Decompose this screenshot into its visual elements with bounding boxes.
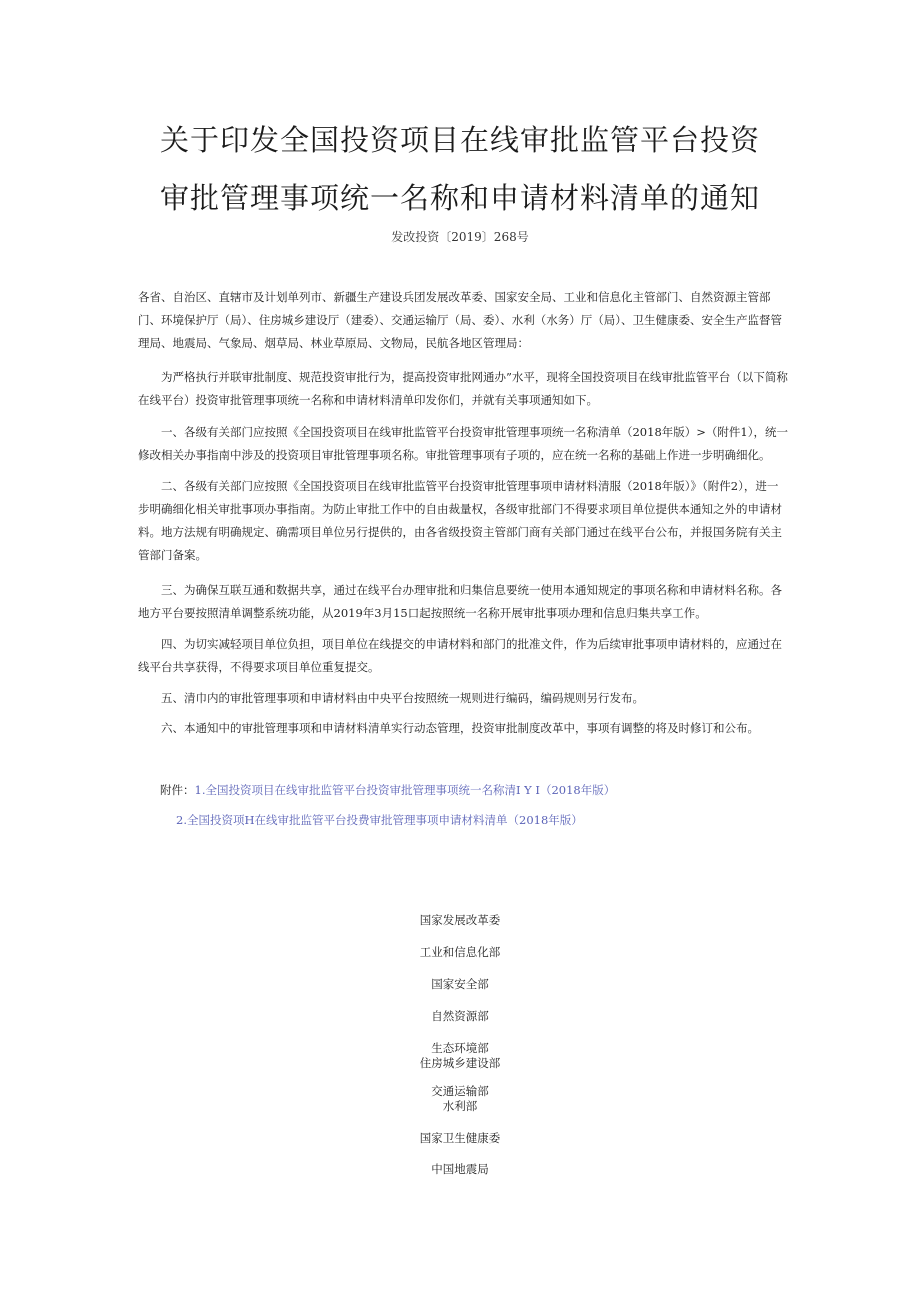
signer-mee: 生态环境部	[431, 1041, 489, 1055]
document-title-line-2: 审批管理事项统一名称和申请材料清单的通知	[159, 181, 760, 215]
signer-mnr: 自然资源部	[431, 1009, 489, 1023]
clause-5	[138, 687, 788, 710]
intro-paragraph	[138, 366, 788, 412]
signer-mohurd: 住房城乡建设部	[419, 1056, 501, 1070]
signer-nhc: 国家卫生健康委	[419, 1131, 501, 1145]
paragraph-text: 六、本通知中的审批管理事项和申请材料清单实行动态管理，投资审批制度改革中，事项有调整的将及时修订和公布。	[161, 721, 759, 735]
paragraph-text: 三、为确保互联互通和数据共享，通过在线平台办理审批和归集信息要统一使用本通知规定的事项名称和申请材料名称。各地方平台要按照清单调整系统功能，从2019年3月15口起按照统一名称开展审批事项办理和信息归集共享工作。	[138, 583, 782, 620]
signer-mwr: 水利部	[442, 1099, 478, 1113]
paragraph-text: 四、为切实减轻项目单位负担，项目单位在线提交的申请材料和部门的批准文件，作为后续审批事项申请材料的，应通过在线平台共享获得，不得要求项目单位重复提交。	[138, 637, 782, 674]
clause-4	[138, 633, 788, 679]
paragraph-text: 五、清巾内的审批管理事项和申请材料由中央平台按照统一规则进行编码，编码规则另行发布。	[161, 691, 644, 705]
attachment-1-link[interactable]: 1.全国投资项目在线审批监管平台投资审批管理事项统一名称清I Y I（2018年版）	[194, 783, 616, 797]
attachments-prefix: 附件：	[160, 783, 195, 797]
attachment-1	[160, 780, 615, 800]
signer-mot: 交通运输部	[431, 1084, 489, 1098]
signer-cea: 中国地震局	[431, 1162, 489, 1176]
clause-6	[138, 717, 788, 740]
document-number: 发改投资〔2019〕268号	[391, 230, 529, 244]
attachment-2-link[interactable]: 2.全国投资项H在线审批监管平台投费审批管理事项申请材料清单（2018年版）	[176, 813, 583, 827]
paragraph-text: 一、各级有关部门应按照《全国投资项目在线审批监管平台投资审批管理事项统一名称清单（2018年版）>（附件1），统一修改相关办事指南中涉及的投资项目审批管理事项名称。审批管理事项有子项的，应在统一名称的基础上作进一步明确细化。	[138, 425, 788, 462]
paragraph-text: 为严格执行并联审批制度、规范投资审批行为，提高投资审批网通办”水平，现将全国投资项目在线审批监管平台（以下简称在线平台）投资审批管理事项统一名称和申请材料清单印发你们，并就有关事项通知如下。	[138, 370, 788, 407]
signer-ndrc: 国家发展改革委	[419, 913, 501, 927]
paragraph-text: 二、各级有关部门应按照《全国投资项目在线审批监管平台投资审批管理事项申请材料清服（2018年版）》（附件2），进一步明确细化相关审批事项办事指南。为防止审批工作中的自由裁量权，各级审批部门不得要求项目单位提供本通知之外的申请材料。地方法规有明确规定、确需项目单位另行提供的，由各省级投资主管部门商有关部门通过在线平台公布，并报国务院有关主管部门备案。	[138, 479, 782, 562]
signer-mss: 国家安全部	[431, 977, 489, 991]
clause-1	[138, 421, 788, 467]
clause-2	[138, 475, 788, 567]
addressees-text: 各省、自治区、直辖市及计划单列市、新疆生产建设兵团发展改革委、国家安全局、工业和信息化主管部门、自然资源主管部门、环境保护厅（局）、住房城乡建设厅（建委）、交通运输厅（局、委）、水利（水务）厅（局）、卫生健康委、安全生产监督管理局、地震局、气象局、烟草局、林业草原局、文物局，民航各地区管理局：	[138, 290, 782, 350]
document-title-line-1: 关于印发全国投资项目在线审批监管平台投资	[159, 123, 760, 157]
attachment-2	[176, 810, 583, 830]
addressees	[138, 286, 788, 355]
signer-miit: 工业和信息化部	[419, 945, 501, 959]
clause-3	[138, 579, 788, 625]
